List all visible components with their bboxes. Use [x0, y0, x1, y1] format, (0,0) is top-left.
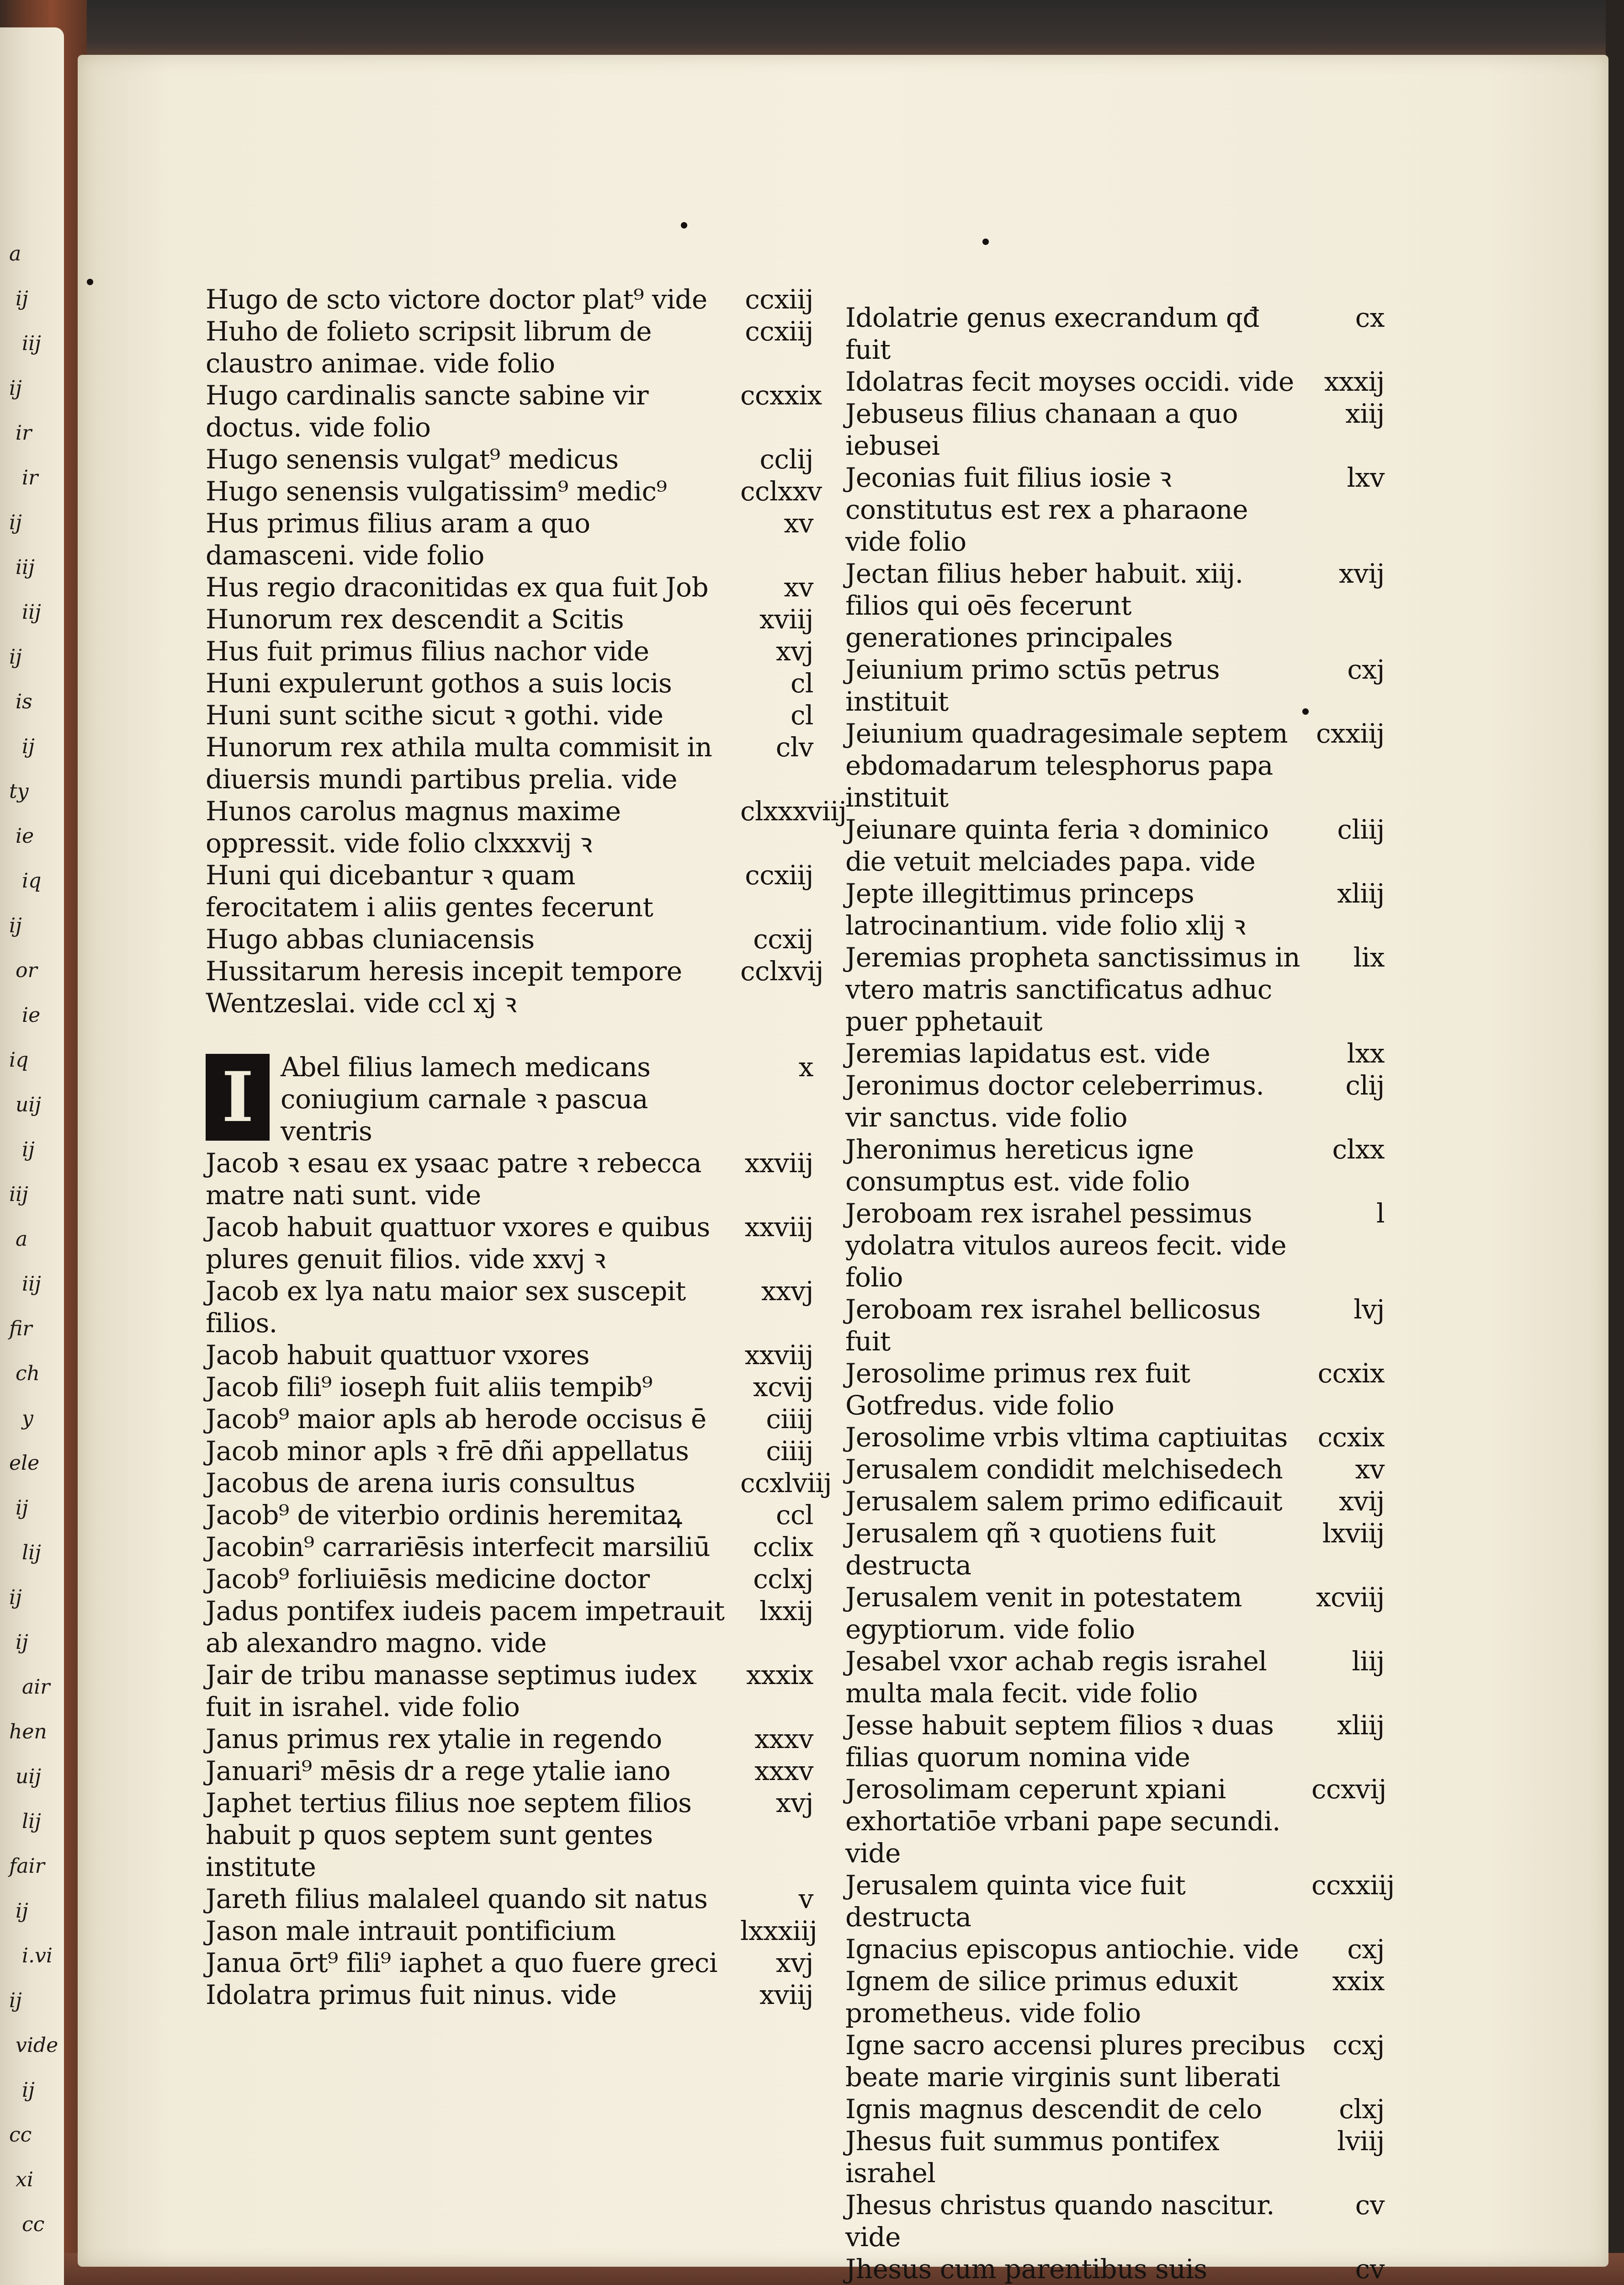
index-entry	[206, 635, 813, 667]
folio-number: cclxvij	[740, 956, 824, 987]
index-entry	[206, 1435, 813, 1467]
previous-page-fragment: ij	[16, 1496, 28, 1520]
entry-text: Hus regio draconitidas ex qua fuit Job	[206, 572, 709, 603]
entry-text: Januari⁹ mēsis dr a rege ytalie iano	[206, 1755, 671, 1786]
previous-page-fragment: ij	[9, 914, 22, 937]
entry-text: Jacob⁹ maior apls ab herode occisus ē	[206, 1403, 706, 1435]
binding-right-edge	[1606, 0, 1624, 2285]
index-entry	[206, 731, 813, 795]
index-entry	[206, 507, 813, 571]
entry-text: Jacob minor apls ꝛ frē dñi appellatus	[206, 1435, 689, 1467]
index-entry	[206, 475, 822, 507]
entry-text: Jason male intrauit pontificium	[206, 1915, 616, 1946]
entry-text: Jeconias fuit filius iosie ꝛ constitutus est rex a pharaone vide folio	[845, 462, 1248, 557]
previous-page-fragment: ij	[9, 645, 22, 669]
folio-number: ccxiij	[745, 284, 813, 315]
folio-number: cclxxv	[740, 476, 822, 507]
previous-page-fragment: ij	[9, 511, 22, 534]
index-entry	[845, 2093, 1385, 2125]
entry-text: Jacob habuit quattuor vxores	[206, 1339, 589, 1371]
previous-page-fragment: ij	[22, 1138, 35, 1161]
index-entry	[845, 1645, 1385, 1709]
index-entry	[845, 1485, 1385, 1517]
folio-number: xxxv	[754, 1755, 813, 1786]
folio-number: clxj	[1339, 2094, 1385, 2125]
index-entry	[206, 1947, 813, 1979]
index-entry	[206, 1979, 813, 2011]
entry-text: Jacob⁹ de viterbio ordinis heremitaꝝ	[206, 1499, 682, 1530]
folio-number: xxviij	[744, 1212, 813, 1243]
index-entry	[206, 603, 813, 635]
previous-page-fragment: iij	[16, 556, 35, 579]
index-entry	[845, 1773, 1385, 1869]
entry-text: Jerusalem condidit melchisedech	[845, 1454, 1283, 1485]
index-entry	[206, 1275, 813, 1339]
folio-number: ccxix	[1317, 1358, 1385, 1389]
previous-page-fragment: xi	[16, 2168, 33, 2191]
entry-text: Jesse habuit septem filios ꝛ duas filias quorum nomina vide	[845, 1710, 1274, 1773]
folio-number: x	[798, 1052, 813, 1083]
entry-text: Jacob ex lya natu maior sex suscepit filios.	[206, 1275, 686, 1339]
entry-text: Jacob⁹ forliuiēsis medicine doctor	[206, 1563, 650, 1594]
folio-number: ccxxix	[740, 380, 822, 411]
entry-text: Jheronimus hereticus igne consumptus est. vide folio	[845, 1134, 1194, 1197]
folio-number: xcviij	[1316, 1582, 1385, 1613]
folio-number: xxxv	[754, 1723, 813, 1754]
entry-text: Hugo cardinalis sancte sabine vir doctus. vide folio	[206, 380, 649, 443]
folio-number: lxx	[1347, 1038, 1385, 1069]
previous-page-fragment: ty	[9, 780, 29, 803]
folio-number: ccxlviij	[740, 1467, 832, 1499]
index-entry	[206, 923, 813, 955]
index-entry	[206, 379, 822, 443]
folio-number: xxviij	[744, 1148, 813, 1179]
folio-number: xliij	[1337, 878, 1385, 909]
index-entry	[845, 2253, 1385, 2285]
printer-mark	[87, 279, 93, 285]
index-entry	[206, 1211, 813, 1275]
entry-text: Ignem de silice primus eduxit prometheus. vide folio	[845, 1966, 1238, 2029]
index-entry	[845, 1709, 1385, 1773]
folio-number: xv	[784, 508, 813, 539]
entry-text: Igne sacro accensi plures precibus beate marie virginis sunt liberati	[845, 2030, 1306, 2093]
folio-number: xiij	[1345, 398, 1385, 429]
previous-page-margin	[0, 27, 64, 2285]
entry-text: Jectan filius heber habuit. xiij. filios qui oēs fecerunt generationes principales	[845, 558, 1243, 653]
entry-text: Jeiunium quadragesimale septem ebdomadarum telesphorus papa instituit	[845, 718, 1288, 813]
index-entry	[206, 443, 813, 475]
index-entry	[206, 1915, 817, 1947]
previous-page-fragment: fair	[9, 1855, 45, 1878]
entry-text: Idolatrie genus execrandum qđ fuit	[845, 302, 1259, 365]
index-entry	[206, 795, 847, 859]
index-entry	[845, 1933, 1385, 1965]
entry-text: Jerusalem salem primo edificauit	[845, 1486, 1283, 1517]
entry-text: Idolatra primus fuit ninus. vide	[206, 1979, 617, 2010]
entry-text: Ignis magnus descendit de celo	[845, 2094, 1262, 2125]
folio-number: ccxxiij	[1311, 1870, 1395, 1901]
folio-number: xvj	[776, 1787, 813, 1818]
index-entry	[206, 315, 813, 379]
folio-number: ccxj	[1332, 2030, 1385, 2061]
folio-number: xxvj	[761, 1275, 813, 1307]
previous-page-fragment: vide	[16, 2034, 58, 2057]
entry-text: Jhesus christus quando nascitur. vide	[845, 2189, 1275, 2253]
entry-text: Jacob habuit quattuor vxores e quibus plures genuit filios. vide xxvj ꝛ	[206, 1212, 710, 1275]
previous-page-fragment: ij	[9, 377, 22, 400]
entry-text: Hus primus filius aram a quo damasceni. vide folio	[206, 508, 590, 571]
folio-number: xliij	[1337, 1710, 1385, 1741]
index-entry	[206, 1051, 813, 1147]
folio-number: cxj	[1347, 654, 1385, 685]
folio-number: lxv	[1347, 462, 1385, 493]
entry-text: Jerosolimam ceperunt xpiani exhortatiōe vrbani pape secundi. vide	[845, 1774, 1280, 1869]
entry-text: Huho de folieto scripsit librum de claustro animae. vide folio	[206, 316, 652, 379]
index-entry	[845, 717, 1385, 813]
printer-mark	[681, 222, 687, 228]
folio-number: ccxvij	[1311, 1774, 1386, 1805]
index-entry	[206, 571, 813, 603]
previous-page-fragment: ie	[22, 1004, 41, 1027]
folio-number: v	[798, 1883, 813, 1914]
index-entry	[206, 1531, 813, 1563]
previous-page-fragment: ele	[9, 1451, 40, 1475]
folio-number: ccl	[775, 1499, 813, 1530]
previous-page-fragment: ij	[16, 287, 28, 310]
folio-number: lxxij	[759, 1595, 813, 1626]
folio-number: ccxix	[1317, 1422, 1385, 1453]
folio-number: xxxix	[746, 1659, 813, 1690]
folio-number: cl	[790, 700, 813, 731]
previous-page-fragment: or	[16, 959, 37, 982]
previous-page-fragment: ie	[16, 824, 34, 848]
previous-page-fragment: uij	[16, 1093, 42, 1116]
entry-text: Hunorum rex descendit a Scitis	[206, 604, 624, 635]
index-entry	[845, 877, 1385, 941]
index-entry	[845, 1357, 1385, 1421]
entry-text: Jacobin⁹ carrariēsis interfecit marsiliū	[206, 1531, 711, 1562]
entry-text: Jeremias propheta sanctissimus in vtero matris sanctificatus adhuc puer pphetauit	[845, 942, 1300, 1037]
previous-page-fragment: iq	[9, 1048, 29, 1072]
left-index-entries	[206, 283, 847, 1019]
index-entry	[206, 1659, 813, 1723]
previous-page-fragment: ch	[16, 1362, 40, 1385]
entry-text: Japhet tertius filius noe septem filios habuit p quos septem sunt gentes institute	[206, 1787, 692, 1882]
folio-number: cxj	[1347, 1934, 1385, 1965]
entry-text: Hunorum rex athila multa commisit in diuersis mundi partibus prelia. vide	[206, 732, 712, 795]
entry-text: Jepte illegittimus princeps latrocinantium. vide folio xlij ꝛ	[845, 878, 1246, 941]
index-entry	[845, 654, 1385, 717]
previous-page-fragment: i.vi	[22, 1944, 53, 1967]
entry-text: Janua ōrt⁹ fili⁹ iaphet a quo fuere greci	[206, 1947, 717, 1978]
folio-number: xviij	[759, 604, 813, 635]
initial-letter: I	[206, 1054, 270, 1141]
entry-text: Ignacius episcopus antiochie. vide	[845, 1934, 1299, 1965]
entry-text: Jerosolime vrbis vltima captiuitas	[845, 1422, 1288, 1453]
entry-text: Jerusalem venit in potestatem egyptiorum. vide folio	[845, 1582, 1242, 1645]
index-entry	[845, 558, 1385, 654]
entry-text: Jeremias lapidatus est. vide	[845, 1038, 1210, 1069]
previous-page-fragment: cc	[9, 2123, 32, 2147]
previous-page-fragment: ij	[22, 735, 35, 758]
folio-number: xcvij	[753, 1371, 813, 1403]
entry-text: Jacob ꝛ esau ex ysaac patre ꝛ rebecca matre nati sunt. vide	[206, 1148, 702, 1211]
entry-text: Jhesus fuit summus pontifex israhel	[845, 2126, 1220, 2189]
entry-text: Jair de tribu manasse septimus iudex fuit in israhel. vide folio	[206, 1659, 697, 1722]
folio-number: ciiij	[766, 1403, 813, 1435]
previous-page-fragment: hen	[9, 1720, 47, 1743]
index-entry	[845, 366, 1385, 398]
index-entry	[206, 1723, 813, 1755]
index-entry	[206, 1371, 813, 1403]
entry-text: Jebuseus filius chanaan a quo iebusei	[845, 398, 1238, 461]
index-entry	[845, 1869, 1395, 1933]
folio-number: clxx	[1332, 1134, 1385, 1165]
index-entry	[845, 1069, 1385, 1133]
index-entry	[206, 1563, 813, 1595]
folio-number: lviij	[1337, 2126, 1385, 2157]
previous-page-fragment: lij	[22, 1810, 41, 1833]
folio-number: lvj	[1353, 1294, 1385, 1325]
previous-page-fragment: uij	[16, 1765, 42, 1788]
entry-text: Huni qui dicebantur ꝛ quam ferocitatem i aliis gentes fecerunt	[206, 860, 653, 923]
index-entry	[845, 302, 1385, 366]
folio-number: ccxiij	[745, 860, 813, 891]
entry-text: Hugo de scto victore doctor plat⁹ vide	[206, 284, 707, 315]
folio-number: xxix	[1332, 1966, 1385, 1997]
entry-text: Janus primus rex ytalie in regendo	[206, 1723, 662, 1754]
folio-number: cv	[1355, 2189, 1385, 2221]
index-entry	[845, 1453, 1385, 1485]
previous-page-fragment: is	[16, 690, 32, 713]
entry-text: Jeroboam rex israhel pessimus ydolatra vitulos aureos fecit. vide folio	[845, 1198, 1287, 1293]
folio-number: xvj	[776, 1947, 813, 1978]
entry-text: Jacob fili⁹ ioseph fuit aliis tempib⁹	[206, 1371, 653, 1403]
entry-text: Jacobus de arena iuris consultus	[206, 1467, 636, 1499]
folio-number: xviij	[759, 1979, 813, 2010]
folio-number: cclij	[759, 444, 813, 475]
previous-page-fragment: lij	[22, 1541, 41, 1564]
folio-number: ciiij	[766, 1435, 813, 1467]
entry-text: Jeroboam rex israhel bellicosus fuit	[845, 1294, 1261, 1357]
entry-text: Jareth filius malaleel quando sit natus	[206, 1883, 708, 1914]
index-entry	[206, 667, 813, 699]
printer-mark	[982, 239, 989, 245]
previous-page-fragment: fir	[9, 1317, 32, 1340]
index-entry	[206, 1339, 813, 1371]
folio-number: clij	[1345, 1070, 1385, 1101]
previous-page-fragment: air	[22, 1675, 50, 1699]
previous-page-fragment: ij	[9, 1989, 22, 2012]
folio-number: xv	[1355, 1454, 1385, 1485]
left-column	[206, 283, 847, 2011]
folio-number: clv	[775, 732, 813, 763]
index-entry	[845, 813, 1385, 877]
folio-number: cxxiij	[1316, 718, 1385, 749]
previous-page-fragment: a	[16, 1228, 28, 1251]
folio-number: lix	[1353, 942, 1385, 973]
previous-page-fragment: ir	[16, 421, 32, 445]
previous-page-fragment: iij	[22, 1272, 41, 1296]
previous-page-fragment: iq	[22, 869, 42, 893]
index-entry	[206, 1467, 832, 1499]
index-entry	[845, 1293, 1385, 1357]
index-entry	[845, 1517, 1385, 1581]
entry-text: Jadus pontifex iudeis pacem impetrauit ab alexandro magno. vide	[206, 1595, 725, 1658]
folio-number: xxxij	[1324, 366, 1385, 397]
previous-page-fragment: iij	[9, 1183, 28, 1206]
index-entry	[206, 1755, 813, 1787]
book-page	[78, 55, 1608, 2285]
folio-number: ccxij	[753, 924, 813, 955]
index-entry	[845, 1197, 1385, 1293]
index-entry	[845, 1965, 1385, 2029]
index-entry	[845, 462, 1385, 558]
index-entry	[206, 1403, 813, 1435]
entry-text: Hugo senensis vulgatissim⁹ medic⁹	[206, 476, 667, 507]
index-entry	[206, 1787, 813, 1883]
previous-page-fragment: ir	[22, 466, 38, 489]
previous-page-fragment: iij	[22, 332, 41, 355]
previous-page-fragment: ij	[9, 1586, 22, 1609]
section-i	[206, 1051, 832, 2011]
folio-number: cv	[1355, 2253, 1385, 2285]
index-entry	[845, 2029, 1385, 2093]
previous-page-fragment: iij	[22, 600, 41, 624]
entry-text: Jerusalem quinta vice fuit destructa	[845, 1870, 1186, 1933]
folio-number: xvj	[776, 636, 813, 667]
entry-text: Jerusalem qñ ꝛ quotiens fuit destructa	[845, 1518, 1215, 1581]
folio-number: clxxxviij	[740, 796, 847, 827]
entry-text: Huni expulerunt gothos a suis locis	[206, 668, 672, 699]
entry-text: Abel filius lamech medicans coniugium carnale ꝛ pascua ventris	[281, 1052, 651, 1147]
entry-text: Jeiunare quinta feria ꝛ dominico die vetuit melciades papa. vide	[845, 814, 1269, 877]
folio-number: cclix	[753, 1531, 813, 1562]
index-entry	[206, 283, 813, 315]
entry-text: Hunos carolus magnus maxime oppressit. vide folio clxxxvij ꝛ	[206, 796, 621, 859]
entry-text: Huni sunt scithe sicut ꝛ gothi. vide	[206, 700, 663, 731]
folio-number: xv	[784, 572, 813, 603]
previous-page-fragment: cc	[22, 2213, 45, 2236]
entry-text: Hussitarum heresis incepit tempore Wentzeslai. vide ccl xj ꝛ	[206, 956, 682, 1019]
previous-page-fragment: ij	[16, 1899, 28, 1923]
index-entry	[845, 941, 1385, 1037]
previous-page-fragment: y	[22, 1407, 33, 1430]
entry-text: Jerosolime primus rex fuit Gotfredus. vide folio	[845, 1358, 1190, 1421]
index-entry	[845, 1133, 1385, 1197]
section-i-entries	[206, 1051, 832, 2011]
index-entry	[845, 2189, 1385, 2253]
index-entry	[206, 1595, 813, 1659]
index-entry	[845, 2125, 1385, 2189]
folio-number: lxviij	[1322, 1518, 1385, 1549]
index-entry	[845, 1581, 1385, 1645]
folio-number: xvij	[1338, 558, 1385, 589]
folio-number: ccxiij	[745, 316, 813, 347]
entry-text: Hugo senensis vulgat⁹ medicus	[206, 444, 619, 475]
entry-text: Jhesus cum parentibus suis	[845, 2253, 1207, 2285]
index-entry	[206, 1499, 813, 1531]
folio-number: xxviij	[744, 1339, 813, 1371]
index-entry	[206, 699, 813, 731]
previous-page-fragment: ij	[16, 1631, 28, 1654]
folio-number: liij	[1352, 1646, 1385, 1677]
index-entry	[845, 398, 1385, 462]
index-entry	[206, 955, 824, 1019]
index-entry	[206, 1147, 813, 1211]
folio-number: xvij	[1338, 1486, 1385, 1517]
entry-text: Jeronimus doctor celeberrimus. vir sanctus. vide folio	[845, 1070, 1264, 1133]
folio-number: l	[1376, 1198, 1385, 1229]
entry-text: Jesabel vxor achab regis israhel multa mala fecit. vide folio	[845, 1646, 1267, 1709]
entry-text: Hugo abbas cluniacensis	[206, 924, 535, 955]
entry-text: Jeiunium primo sctūs petrus instituit	[845, 654, 1220, 717]
folio-number: cx	[1355, 302, 1385, 333]
folio-number: cclxj	[753, 1563, 813, 1594]
index-entry	[206, 859, 813, 923]
index-entry	[845, 1037, 1385, 1069]
index-entry	[845, 1421, 1385, 1453]
previous-page-fragment: a	[9, 242, 21, 266]
right-column	[845, 302, 1395, 2285]
entry-text: Hus fuit primus filius nachor vide	[206, 636, 649, 667]
entry-text: Idolatras fecit moyses occidi. vide	[845, 366, 1294, 397]
folio-number: cl	[790, 668, 813, 699]
folio-number: lxxxiij	[740, 1915, 817, 1946]
previous-page-fragment: ij	[22, 2078, 35, 2102]
index-entry	[206, 1883, 813, 1915]
folio-number: cliij	[1337, 814, 1385, 845]
right-index-entries	[845, 302, 1395, 2285]
